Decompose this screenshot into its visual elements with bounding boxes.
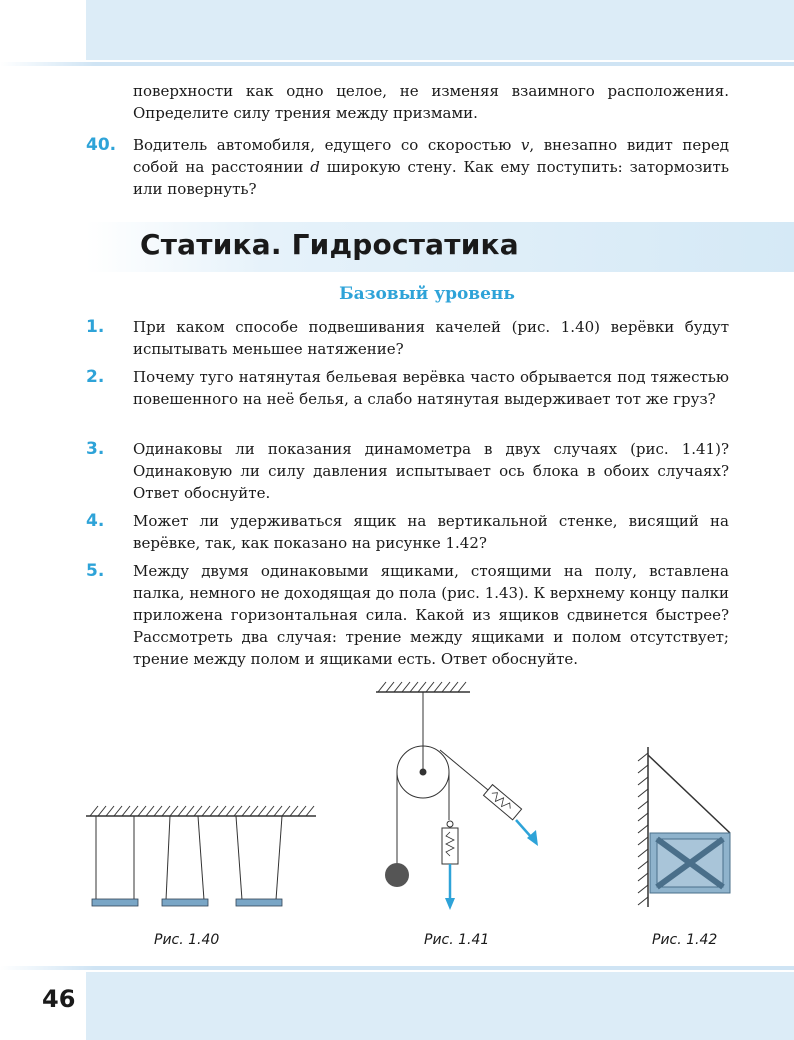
problem-40-number: 40. [86, 135, 117, 155]
problem-2-number: 2. [86, 367, 105, 387]
problem-5-text: Между двумя одинаковыми ящиками, стоящими на полу, вставлена палка, немного не доходящая до пола (рис. 1.43). К верхнему концу палки приложена горизонтальная сила. Какой из ящиков сдвинется быстрее? Рассмотреть два случая: трение между ящиками и полом отсутствует; трение между полом и ящиками есть. Ответ обоснуйте. [133, 562, 729, 668]
level-subtitle: Базовый уровень [339, 284, 515, 304]
problem-1-text: При каком способе подвешивания качелей (рис. 1.40) верёвки будут испытывать меньшее натяжение? [133, 318, 729, 358]
problem-3-text: Одинаковы ли показания динамометра в двух случаях (рис. 1.41)? Одинаковую ли силу давления испытывает ось блока в обоих случаях? Ответ обоснуйте. [133, 440, 729, 502]
page-number: 46 [42, 985, 76, 1013]
figure-1-42-crate [630, 745, 740, 915]
header-rule [0, 62, 794, 66]
problem-1-number: 1. [86, 317, 105, 337]
figure-1-41-pulley [370, 680, 560, 915]
problem-5-number: 5. [86, 561, 105, 581]
caption-fig-1-40: Рис. 1.40 [154, 932, 220, 948]
problem-4-number: 4. [86, 511, 105, 531]
problem-40-text: Водитель автомобиля, едущего со скоростью v, внезапно видит перед собой на расстоянии d широкую стену. Как ему поступить: затормозить или повернуть? [133, 136, 729, 198]
caption-fig-1-41: Рис. 1.41 [424, 932, 490, 948]
problem-2-text: Почему туго натянутая бельевая верёвка часто обрывается под тяжестью повешенного на неё белья, а слабо натянутая выдерживает тот же груз? [133, 368, 729, 408]
problem-3-number: 3. [86, 439, 105, 459]
section-title: Статика. Гидростатика [140, 228, 519, 261]
figure-1-40-swings [86, 800, 322, 915]
header-band [86, 0, 794, 60]
intro-continuation: поверхности как одно целое, не изменяя взаимного расположения. Определите силу трения между призмами. [133, 82, 729, 122]
footer-band [86, 972, 794, 1040]
caption-fig-1-42: Рис. 1.42 [652, 932, 718, 948]
footer-rule [0, 966, 794, 970]
problem-4-text: Может ли удерживаться ящик на вертикальной стенке, висящий на верёвке, так, как показано на рисунке 1.42? [133, 512, 729, 552]
